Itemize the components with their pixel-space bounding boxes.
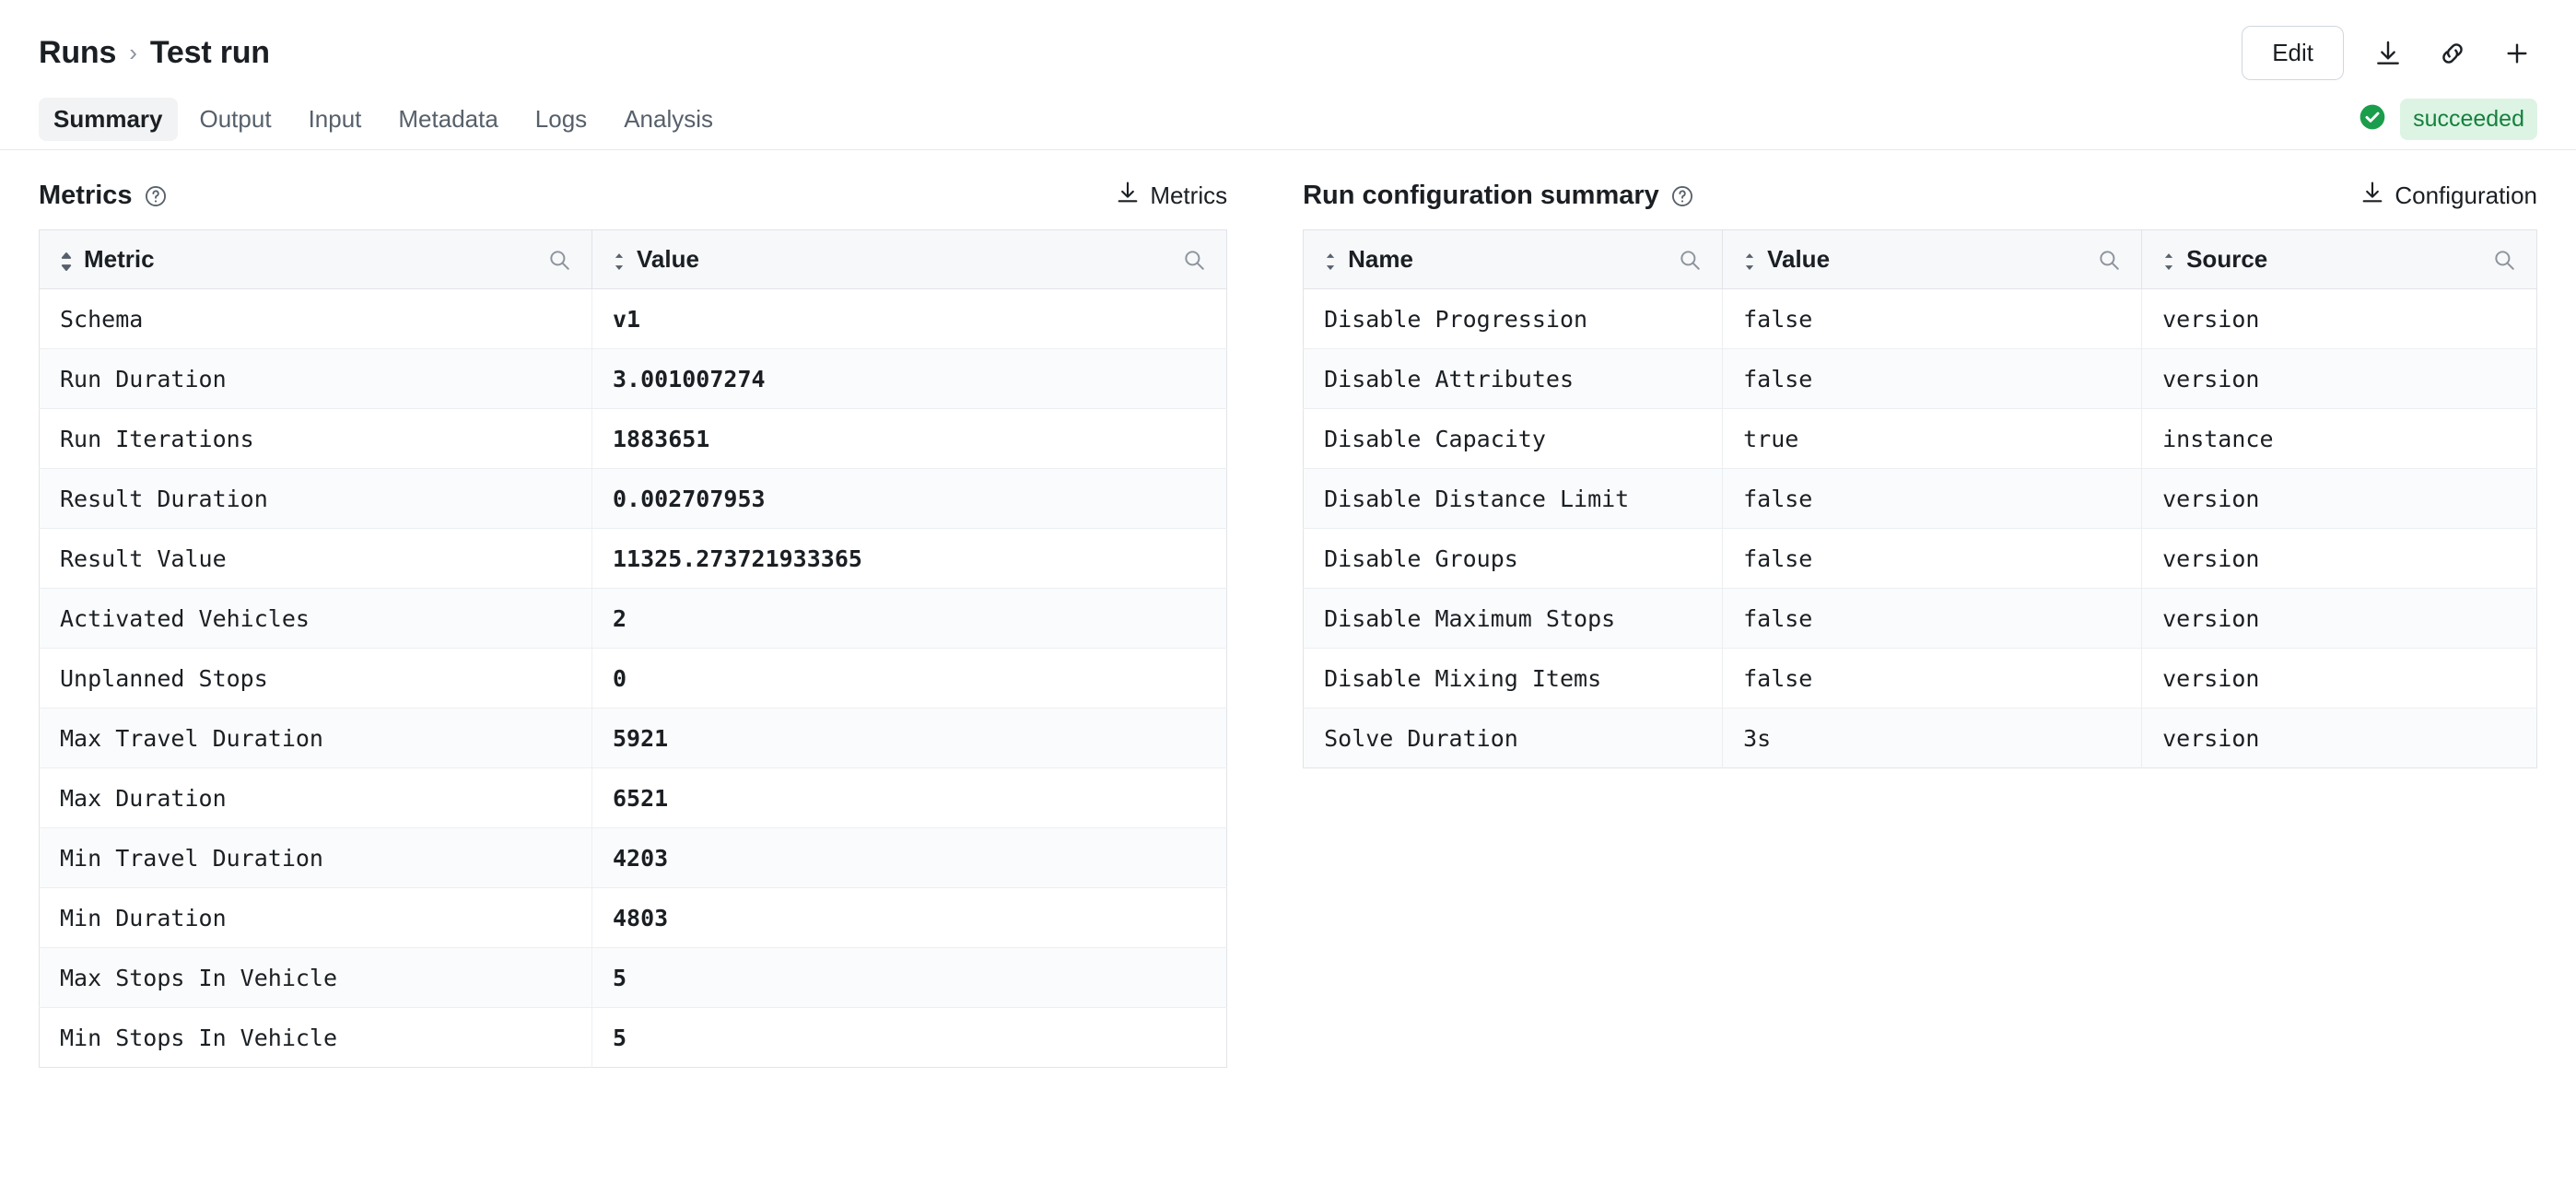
metrics-header <box>39 176 1227 215</box>
breadcrumb-separator: › <box>129 39 137 66</box>
metrics-table <box>39 229 1227 1068</box>
tab-output[interactable]: Output <box>199 104 272 133</box>
tab-summary[interactable]: Summary <box>39 98 178 141</box>
metric-name: Unplanned Stops <box>40 649 592 709</box>
table-row[interactable] <box>40 948 1227 1008</box>
table-row[interactable] <box>40 289 1227 349</box>
metric-name: Result Value <box>40 529 592 589</box>
help-icon[interactable] <box>144 184 166 206</box>
tab-input[interactable]: Input <box>308 104 362 133</box>
configuration-col-source[interactable] <box>2142 230 2537 289</box>
metrics-header-row <box>40 230 1227 289</box>
config-source: version <box>2142 589 2537 649</box>
config-name: Disable Distance Limit <box>1304 469 1723 529</box>
table-row[interactable] <box>1304 649 2537 709</box>
download-icon[interactable] <box>2368 33 2408 74</box>
search-icon[interactable] <box>1678 248 1702 272</box>
config-value: false <box>1723 649 2142 709</box>
metric-name: Result Duration <box>40 469 592 529</box>
table-row[interactable] <box>40 888 1227 948</box>
configuration-col-name[interactable] <box>1304 230 1723 289</box>
sort-icon[interactable] <box>60 250 75 270</box>
config-source: version <box>2142 349 2537 409</box>
table-row[interactable] <box>1304 529 2537 589</box>
config-value: false <box>1723 349 2142 409</box>
config-source: version <box>2162 724 2260 752</box>
config-name: Disable Maximum Stops <box>1304 589 1723 649</box>
table-row[interactable] <box>40 589 1227 649</box>
table-row[interactable] <box>1304 709 2537 768</box>
metric-value: 5 <box>613 1024 627 1051</box>
metric-name: Schema <box>40 289 592 349</box>
config-value: false <box>1723 589 2142 649</box>
sort-icon[interactable] <box>613 250 627 270</box>
tab-logs[interactable]: Logs <box>534 104 588 133</box>
config-name: Solve Duration <box>1304 709 1723 768</box>
help-icon[interactable] <box>1670 184 1692 206</box>
metric-name: Max Stops In Vehicle <box>40 948 592 1008</box>
download-icon <box>1115 180 1141 212</box>
table-row[interactable] <box>40 709 1227 768</box>
config-name: Disable Attributes <box>1304 349 1723 409</box>
metrics-title: Metrics <box>39 180 133 210</box>
table-row[interactable] <box>1304 469 2537 529</box>
metric-name: Min Duration <box>40 888 592 948</box>
configuration-section <box>1303 176 2537 1068</box>
table-row[interactable] <box>40 529 1227 589</box>
tabs <box>39 98 728 141</box>
configuration-header <box>1303 176 2537 215</box>
download-metrics-button[interactable] <box>1115 180 1227 212</box>
config-name: Disable Progression <box>1304 289 1723 349</box>
edit-button[interactable]: Edit <box>2242 26 2344 80</box>
metric-value: 0.002707953 <box>592 469 1227 529</box>
table-row[interactable] <box>1304 289 2537 349</box>
table-row[interactable] <box>40 469 1227 529</box>
content-area <box>0 150 2576 1068</box>
config-name: Disable Groups <box>1304 529 1723 589</box>
configuration-title: Run configuration summary <box>1303 180 1659 210</box>
metrics-col-metric-label: Metric <box>84 245 155 273</box>
table-row[interactable] <box>40 828 1227 888</box>
download-configuration-button[interactable] <box>2359 180 2537 212</box>
search-icon[interactable] <box>547 248 571 272</box>
sort-icon[interactable] <box>2162 250 2177 270</box>
metrics-col-metric[interactable] <box>40 230 592 289</box>
status-badge: succeeded <box>2400 99 2537 140</box>
configuration-title-wrap <box>1303 181 1692 211</box>
search-icon[interactable] <box>2492 248 2516 272</box>
config-source: version <box>2142 289 2537 349</box>
metric-value: 1883651 <box>592 409 1227 469</box>
metric-value: 0 <box>592 649 1227 709</box>
metric-value: 4203 <box>592 828 1227 888</box>
header-actions <box>2242 26 2537 80</box>
configuration-col-value-label: Value <box>1767 245 1831 273</box>
config-name: Disable Mixing Items <box>1304 649 1723 709</box>
table-row[interactable] <box>1304 589 2537 649</box>
config-source: version <box>2142 649 2537 709</box>
table-row[interactable] <box>40 649 1227 709</box>
config-name: Disable Capacity <box>1304 409 1723 469</box>
page-header <box>0 0 2576 89</box>
metric-value: 2 <box>592 589 1227 649</box>
metric-value: 6521 <box>592 768 1227 828</box>
metric-value: 11325.273721933365 <box>592 529 1227 589</box>
status-area <box>2358 99 2537 140</box>
metric-name: Max Travel Duration <box>40 709 592 768</box>
metric-name: Run Duration <box>40 349 592 409</box>
metric-value: 3.001007274 <box>592 349 1227 409</box>
metrics-title-wrap <box>39 181 166 211</box>
breadcrumb <box>39 35 270 71</box>
configuration-col-value[interactable] <box>1723 230 2142 289</box>
config-value: true <box>1723 409 2142 469</box>
configuration-col-name-label: Name <box>1348 245 1413 273</box>
sort-icon[interactable] <box>1743 250 1758 270</box>
table-row[interactable] <box>40 409 1227 469</box>
metric-name: Run Iterations <box>40 409 592 469</box>
table-row[interactable] <box>1304 349 2537 409</box>
plus-icon[interactable] <box>2497 33 2537 74</box>
table-row[interactable] <box>40 349 1227 409</box>
config-source: version <box>2142 529 2537 589</box>
metric-name: Min Travel Duration <box>40 828 592 888</box>
page-title: Test run <box>149 35 270 70</box>
download-icon <box>2359 180 2385 212</box>
metrics-col-value-label: Value <box>637 245 699 273</box>
check-circle-icon <box>2358 102 2387 136</box>
config-source: instance <box>2142 409 2537 469</box>
tab-bar <box>0 89 2576 150</box>
sort-icon[interactable] <box>1324 250 1339 270</box>
metric-name: Activated Vehicles <box>40 589 592 649</box>
config-value: false <box>1723 529 2142 589</box>
configuration-table <box>1303 229 2537 768</box>
tab-metadata[interactable]: Metadata <box>398 104 498 133</box>
table-row[interactable] <box>40 768 1227 828</box>
metric-value: 5921 <box>592 709 1227 768</box>
search-icon[interactable] <box>2097 248 2121 272</box>
table-row[interactable] <box>1304 409 2537 469</box>
breadcrumb-root[interactable]: Runs <box>39 35 117 70</box>
metric-name: Max Duration <box>40 768 592 828</box>
config-value: false <box>1723 289 2142 349</box>
metrics-section <box>39 176 1227 1068</box>
metric-value: 5 <box>592 948 1227 1008</box>
metric-value: v1 <box>592 289 1227 349</box>
link-icon[interactable] <box>2432 33 2473 74</box>
metric-name: Min Stops In Vehicle <box>40 1008 592 1068</box>
configuration-header-row <box>1304 230 2537 289</box>
config-value: false <box>1723 469 2142 529</box>
table-row[interactable] <box>40 1008 1227 1068</box>
metric-value: 4803 <box>592 888 1227 948</box>
download-metrics-label: Metrics <box>1150 181 1228 209</box>
config-value: 3s <box>1723 709 2142 768</box>
download-configuration-label: Configuration <box>2395 181 2537 209</box>
tab-analysis[interactable]: Analysis <box>624 104 714 133</box>
config-source: version <box>2142 469 2537 529</box>
metrics-col-value[interactable] <box>592 230 1227 289</box>
configuration-col-source-label: Source <box>2186 245 2268 273</box>
search-icon[interactable] <box>1182 248 1206 272</box>
